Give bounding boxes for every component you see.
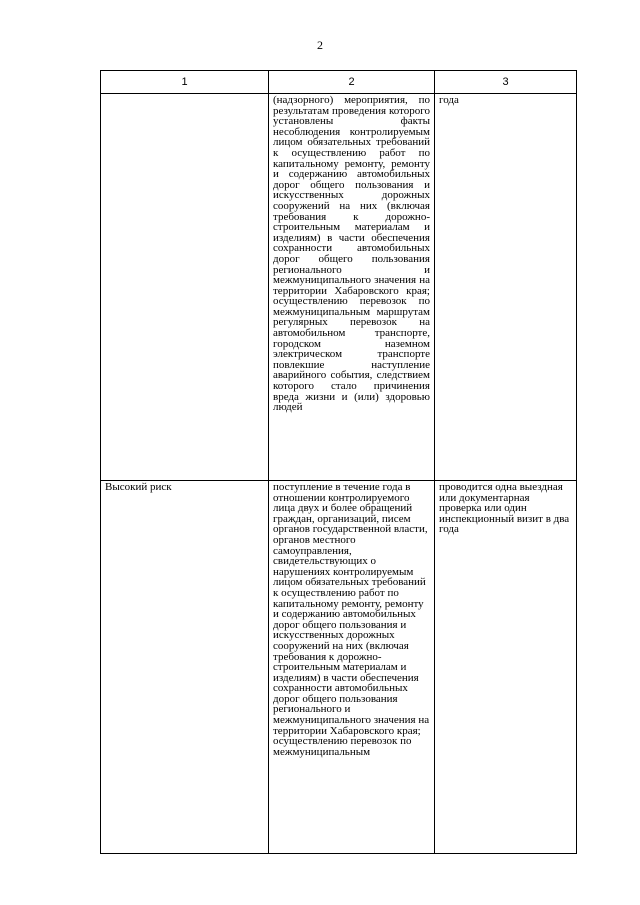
- column-header-3: 3: [435, 71, 577, 94]
- criteria-cell: поступление в течение года в отношении контролируемого лица двух и более обращений граждан, организаций, писем органов государственной власти, органов местного самоуправления, свидетельствующих о нарушениях контролируемым лицом обязательных требований к осуществлению работ по капитальному ремонту, ремонту и содержанию автомобильных дорог общего пользования и искусственных дорожных сооружений на них (включая требования к дорожно-строительным материалам и изделиям) в части обеспечения сохранности автомобильных дорог общего пользования регионального и межмуниципального значения на территории Хабаровского края; осуществлению перевозок по межмуниципальным: [269, 481, 435, 854]
- risk-table: [100, 70, 577, 854]
- risk-category-cell: Высокий риск: [101, 481, 269, 854]
- check-frequency-cell: года: [435, 94, 577, 481]
- table-row: [101, 94, 577, 481]
- page-number: 2: [317, 38, 323, 52]
- risk-category-cell: [101, 94, 269, 481]
- column-header-2: 2: [269, 71, 435, 94]
- criteria-cell: (надзорного) мероприятия, по результатам проведения которого установлены факты несоблюдения контролируемым лицом обязательных требований к осуществлению работ по капитальному ремонту, ремонту и содержанию автомобильных дорог общего пользования и искусственных дорожных сооружений на них (включая требования к дорожно-строительным материалам и изделиям) в части обеспечения сохранности автомобильных дорог общего пользования регионального и межмуниципального значения на территории Хабаровского края; осуществлению перевозок по межмуниципальным маршрутам регулярных перевозок на автомобильном транспорте, городском наземном электрическом транспорте повлекшие наступление аварийного события, следствием которого стало причинения вреда жизни и (или) здоровью людей: [269, 94, 435, 481]
- column-header-1: 1: [101, 71, 269, 94]
- table-row: [101, 481, 577, 854]
- table-header-row: [101, 71, 577, 94]
- check-frequency-cell: проводится одна выездная или документарная проверка или один инспекционный визит в два года: [435, 481, 577, 854]
